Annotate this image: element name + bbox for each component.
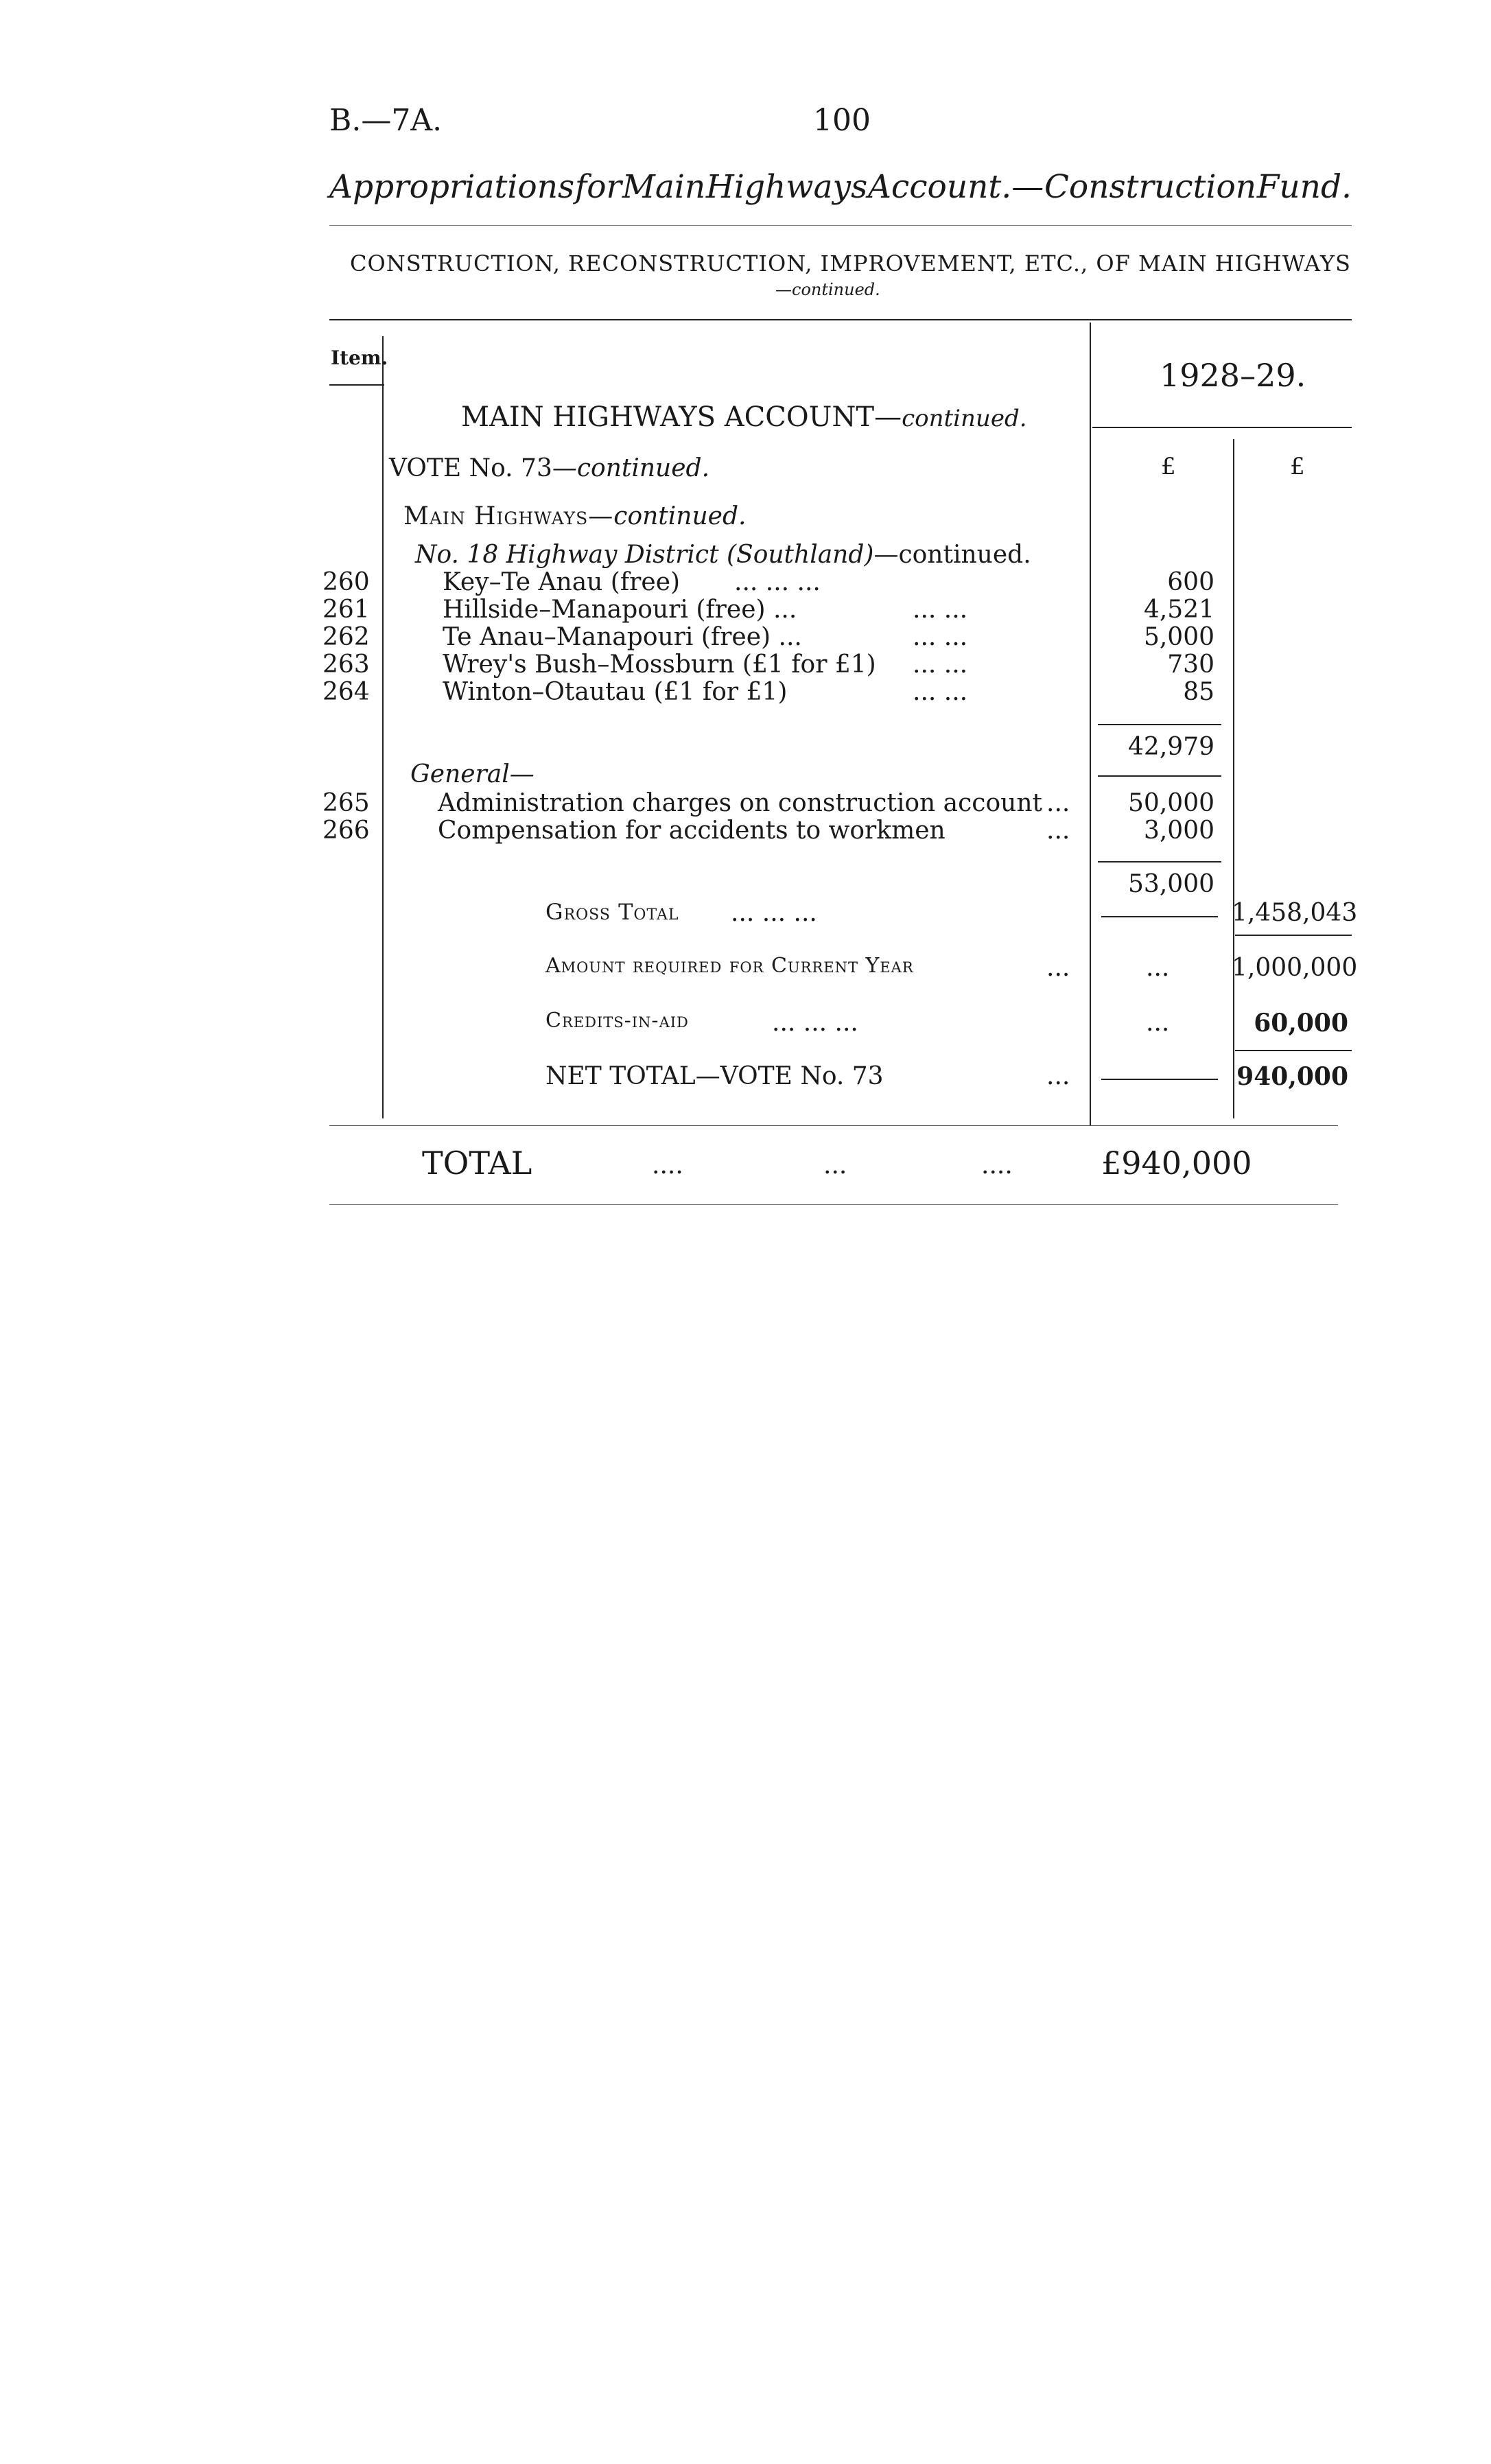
gross-total-leader: ... ... ... bbox=[731, 899, 817, 927]
credits-in-aid-placeholder: ... bbox=[1146, 1009, 1170, 1037]
row-label: Administration charges on construction account bbox=[438, 789, 1042, 817]
total-rule bbox=[1235, 935, 1352, 936]
total-rule bbox=[1235, 1050, 1352, 1051]
currency-symbol: £ bbox=[1161, 453, 1176, 480]
row-value: 4,521 bbox=[1143, 596, 1214, 624]
row-label: Wrey's Bush–Mossburn (£1 for £1) bbox=[443, 650, 876, 679]
item-number: 262 bbox=[322, 623, 370, 651]
total-leader: .... bbox=[652, 1151, 683, 1180]
row-value: 50,000 bbox=[1128, 789, 1214, 817]
total-label: TOTAL bbox=[422, 1145, 532, 1182]
amount-required-leader: ... bbox=[1046, 954, 1070, 982]
heading-word: for bbox=[574, 168, 622, 206]
total-leader: .... bbox=[981, 1151, 1013, 1180]
item-number: 263 bbox=[322, 650, 370, 679]
district-heading: No. 18 Highway District (Southland)—continued. bbox=[415, 541, 1031, 569]
net-total-leader: ... bbox=[1046, 1062, 1070, 1090]
row-leader: ... ... bbox=[913, 650, 968, 679]
heading-word: Account.— bbox=[867, 168, 1044, 206]
divider bbox=[329, 225, 1352, 226]
item-header: Item. bbox=[331, 347, 388, 369]
total-leader: ... bbox=[823, 1151, 847, 1180]
item-header-rule bbox=[329, 384, 384, 386]
item-number: 266 bbox=[322, 817, 370, 845]
account-title: MAIN HIGHWAYS ACCOUNT—continued. bbox=[461, 401, 1027, 433]
row-label: Compensation for accidents to workmen bbox=[438, 817, 946, 845]
subtotal-value: 53,000 bbox=[1128, 870, 1214, 898]
item-number: 261 bbox=[322, 596, 370, 624]
row-value: 85 bbox=[1183, 678, 1214, 706]
subtotal-rule bbox=[1101, 916, 1218, 917]
subtotal-rule bbox=[1101, 1079, 1218, 1080]
amount-required-label: Amount required for Current Year bbox=[545, 954, 914, 978]
row-label: Key–Te Anau (free) bbox=[443, 568, 681, 596]
row-label: Hillside–Manapouri (free) ... bbox=[443, 596, 797, 624]
heading-word: Main bbox=[622, 168, 706, 206]
item-number: 260 bbox=[322, 568, 370, 596]
row-leader: ... ... bbox=[913, 678, 968, 706]
currency-symbol: £ bbox=[1290, 453, 1305, 480]
amount-column-rule bbox=[1090, 322, 1091, 1125]
page-reference: B.—7A. bbox=[329, 103, 443, 138]
general-heading: General— bbox=[410, 760, 535, 788]
row-label: Winton–Otautau (£1 for £1) bbox=[443, 678, 788, 706]
section-title: CONSTRUCTION, RECONSTRUCTION, IMPROVEMENT, ETC., OF MAIN HIGHWAYS bbox=[350, 250, 1351, 277]
credits-in-aid-label: Credits-in-aid bbox=[545, 1009, 689, 1033]
heading-word: Construction bbox=[1044, 168, 1257, 206]
gross-total-value: 1,458,043 bbox=[1232, 899, 1358, 927]
row-leader: ... bbox=[1046, 817, 1070, 845]
gross-total-label: Gross Total bbox=[545, 899, 679, 925]
row-value: 730 bbox=[1167, 650, 1214, 679]
heading-word: Fund. bbox=[1256, 168, 1352, 206]
row-leader: ... ... ... bbox=[734, 568, 821, 596]
item-number: 264 bbox=[322, 678, 370, 706]
row-value: 5,000 bbox=[1143, 623, 1214, 651]
page-heading bbox=[329, 168, 1352, 206]
heading-word: Highways bbox=[705, 168, 868, 206]
item-number: 265 bbox=[322, 789, 370, 817]
item-column-rule bbox=[382, 336, 384, 1118]
footer-rule bbox=[329, 1204, 1338, 1205]
year-header: 1928–29. bbox=[1160, 357, 1306, 394]
row-leader: ... ... bbox=[913, 623, 968, 651]
table-top-rule bbox=[329, 319, 1352, 320]
amount-required-value: 1,000,000 bbox=[1232, 954, 1358, 982]
page-number: 100 bbox=[813, 103, 871, 138]
heading-word: Appropriations bbox=[329, 168, 575, 206]
row-leader: ... bbox=[1046, 789, 1070, 817]
year-header-rule bbox=[1092, 427, 1352, 428]
net-total-label: NET TOTAL—VOTE No. 73 bbox=[545, 1062, 884, 1090]
net-total-value: 940,000 bbox=[1236, 1062, 1348, 1091]
subtotal-rule bbox=[1098, 861, 1221, 863]
credits-in-aid-value: 60,000 bbox=[1254, 1009, 1348, 1037]
subtotal-rule bbox=[1098, 724, 1221, 725]
row-leader: ... ... bbox=[913, 596, 968, 624]
row-value: 600 bbox=[1167, 568, 1214, 596]
total-value: £940,000 bbox=[1101, 1145, 1252, 1182]
row-label: Te Anau–Manapouri (free) ... bbox=[443, 623, 802, 651]
amount-required-placeholder: ... bbox=[1146, 954, 1170, 982]
section-subtitle: —continued. bbox=[775, 280, 880, 299]
row-value: 3,000 bbox=[1143, 817, 1214, 845]
table-bottom-rule bbox=[329, 1125, 1338, 1126]
vote-title: VOTE No. 73—continued. bbox=[389, 454, 710, 482]
credits-in-aid-leader: ... ... ... bbox=[772, 1009, 858, 1037]
subtotal-value: 42,979 bbox=[1128, 733, 1214, 761]
subtotal-rule bbox=[1098, 775, 1221, 777]
main-highways-heading: Main Highways—continued. bbox=[403, 502, 747, 530]
